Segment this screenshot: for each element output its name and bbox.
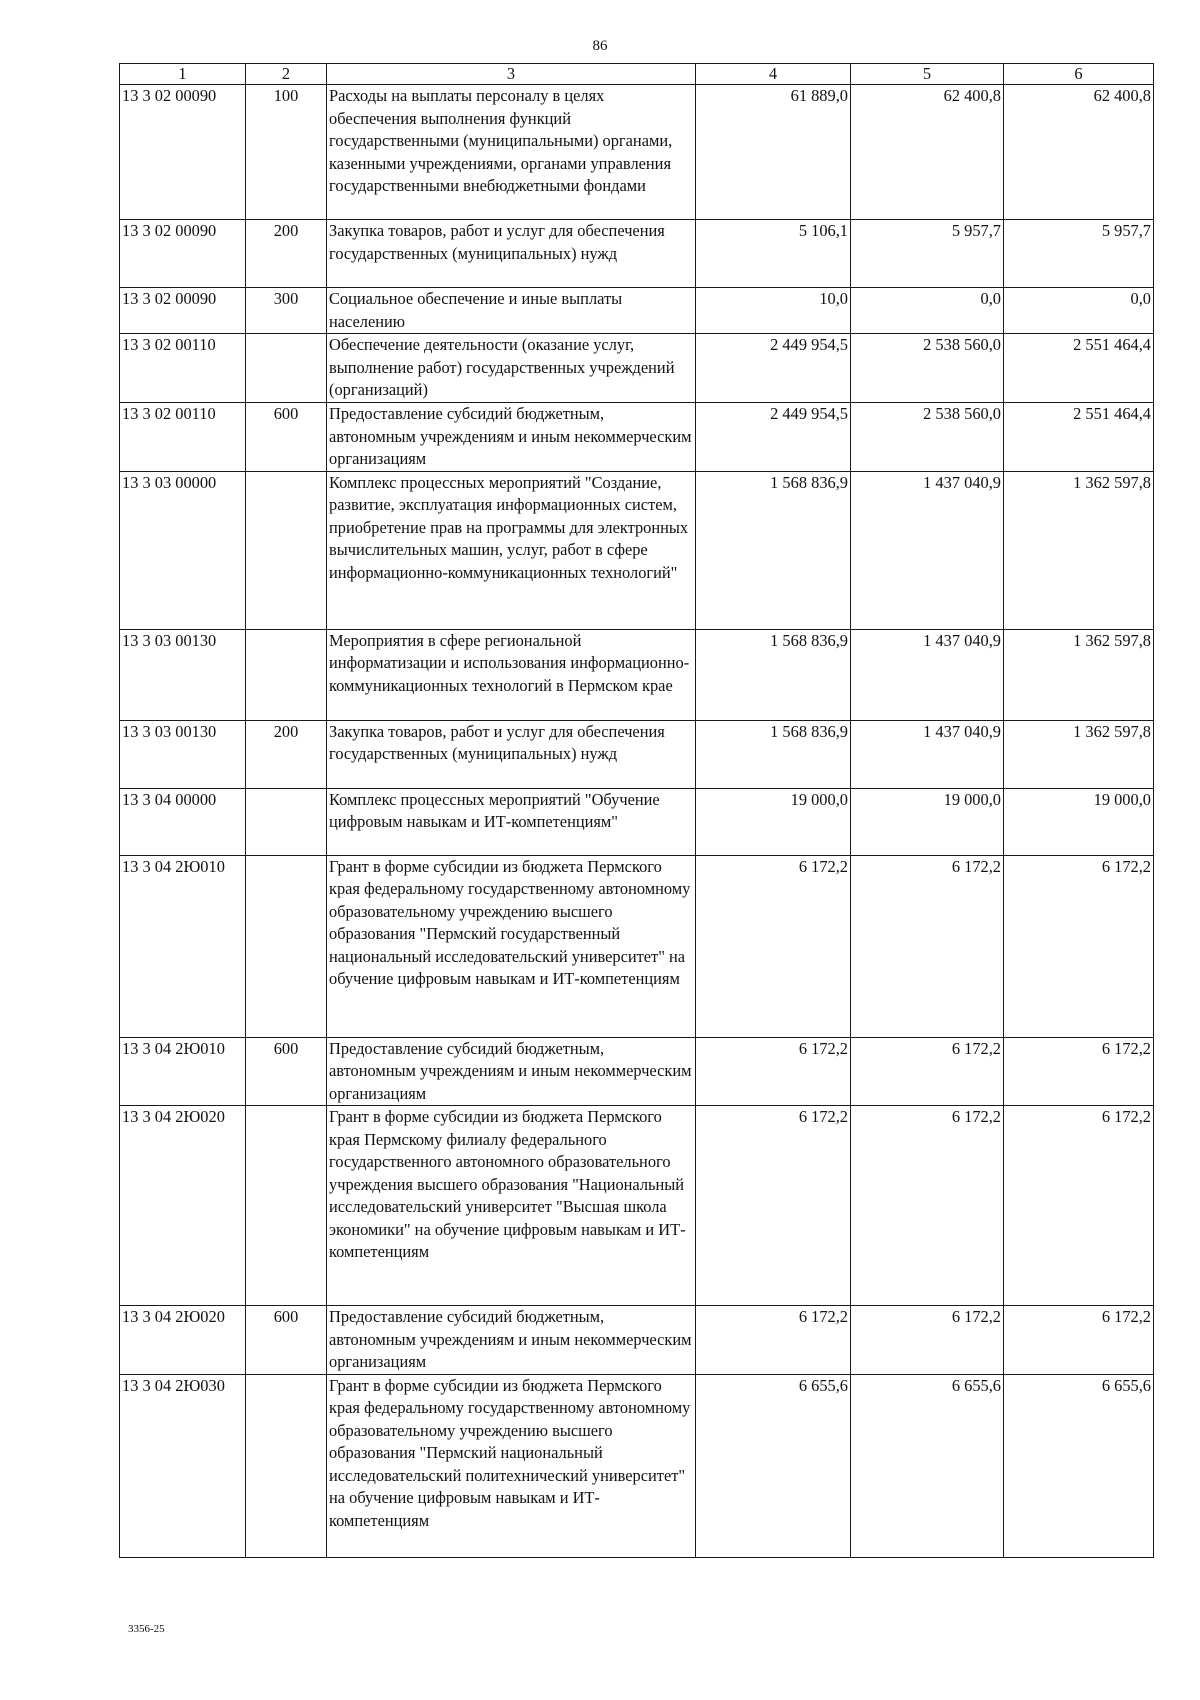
cell-value-col4: 61 889,0 — [696, 85, 851, 220]
cell-item-name: Грант в форме субсидии из бюджета Пермского края Пермскому филиалу федерального государственного автономного образовательного учреждения высшего образования "Национальный исследовательский университет "Высшая школа экономики" на обучение цифровым навыкам и ИТ-компетенциям — [327, 1106, 696, 1306]
cell-value-col6: 6 172,2 — [1004, 1306, 1154, 1375]
cell-value-col5: 62 400,8 — [851, 85, 1004, 220]
table-row — [120, 1037, 1154, 1106]
column-header-3: 3 — [327, 64, 696, 85]
cell-expense-kind: 600 — [246, 403, 327, 472]
cell-value-col5: 5 957,7 — [851, 220, 1004, 288]
cell-value-col4: 1 568 836,9 — [696, 471, 851, 629]
table-row — [120, 288, 1154, 334]
cell-value-col5: 1 437 040,9 — [851, 720, 1004, 788]
cell-item-name: Социальное обеспечение и иные выплаты населению — [327, 288, 696, 334]
cell-expense-kind: 600 — [246, 1306, 327, 1375]
cell-value-col4: 6 172,2 — [696, 855, 851, 1037]
column-header-1: 1 — [120, 64, 246, 85]
cell-expense-kind — [246, 788, 327, 855]
table-row — [120, 471, 1154, 629]
table-row — [120, 403, 1154, 472]
cell-value-col4: 2 449 954,5 — [696, 403, 851, 472]
cell-value-col4: 10,0 — [696, 288, 851, 334]
document-footer-code: 3356-25 — [128, 1623, 165, 1635]
cell-target-code: 13 3 04 2Ю020 — [120, 1106, 246, 1306]
cell-expense-kind — [246, 471, 327, 629]
cell-value-col6: 0,0 — [1004, 288, 1154, 334]
cell-value-col5: 1 437 040,9 — [851, 629, 1004, 720]
cell-value-col4: 6 172,2 — [696, 1106, 851, 1306]
cell-expense-kind: 100 — [246, 85, 327, 220]
cell-value-col6: 2 551 464,4 — [1004, 403, 1154, 472]
cell-expense-kind: 200 — [246, 220, 327, 288]
cell-value-col4: 2 449 954,5 — [696, 334, 851, 403]
cell-value-col6: 6 172,2 — [1004, 1106, 1154, 1306]
table-row — [120, 334, 1154, 403]
cell-item-name: Предоставление субсидий бюджетным, автономным учреждениям и иным некоммерческим организациям — [327, 1037, 696, 1106]
cell-expense-kind — [246, 629, 327, 720]
cell-expense-kind: 200 — [246, 720, 327, 788]
cell-target-code: 13 3 04 00000 — [120, 788, 246, 855]
cell-item-name: Комплекс процессных мероприятий "Обучение цифровым навыкам и ИТ-компетенциям" — [327, 788, 696, 855]
column-header-4: 4 — [696, 64, 851, 85]
cell-value-col4: 6 172,2 — [696, 1306, 851, 1375]
cell-target-code: 13 3 04 2Ю030 — [120, 1374, 246, 1557]
cell-value-col4: 1 568 836,9 — [696, 629, 851, 720]
table-row — [120, 1374, 1154, 1557]
table-header-row — [120, 64, 1154, 85]
column-header-2: 2 — [246, 64, 327, 85]
cell-value-col5: 6 172,2 — [851, 1037, 1004, 1106]
cell-value-col6: 1 362 597,8 — [1004, 720, 1154, 788]
cell-item-name: Грант в форме субсидии из бюджета Пермского края федеральному государственному автономному образовательному учреждению высшего образования "Пермский государственный национальный исследовательский университет" на обучение цифровым навыкам и ИТ-компетенциям — [327, 855, 696, 1037]
cell-target-code: 13 3 02 00110 — [120, 403, 246, 472]
cell-target-code: 13 3 02 00110 — [120, 334, 246, 403]
cell-value-col6: 2 551 464,4 — [1004, 334, 1154, 403]
cell-target-code: 13 3 02 00090 — [120, 85, 246, 220]
table-row — [120, 1306, 1154, 1375]
cell-item-name: Предоставление субсидий бюджетным, автономным учреждениям и иным некоммерческим организациям — [327, 1306, 696, 1375]
table-row — [120, 788, 1154, 855]
cell-value-col6: 6 172,2 — [1004, 1037, 1154, 1106]
cell-value-col5: 2 538 560,0 — [851, 334, 1004, 403]
cell-value-col5: 1 437 040,9 — [851, 471, 1004, 629]
cell-item-name: Предоставление субсидий бюджетным, автономным учреждениям и иным некоммерческим организациям — [327, 403, 696, 472]
cell-item-name: Закупка товаров, работ и услуг для обеспечения государственных (муниципальных) нужд — [327, 220, 696, 288]
cell-expense-kind — [246, 855, 327, 1037]
cell-item-name: Расходы на выплаты персоналу в целях обеспечения выполнения функций государственными (муниципальными) органами, казенными учреждениями, органами управления государственными внебюджетными фондами — [327, 85, 696, 220]
cell-item-name: Мероприятия в сфере региональной информатизации и использования информационно-коммуникационных технологий в Пермском крае — [327, 629, 696, 720]
cell-target-code: 13 3 03 00130 — [120, 629, 246, 720]
cell-expense-kind — [246, 334, 327, 403]
cell-value-col6: 1 362 597,8 — [1004, 629, 1154, 720]
cell-value-col6: 19 000,0 — [1004, 788, 1154, 855]
column-header-5: 5 — [851, 64, 1004, 85]
table-row — [120, 220, 1154, 288]
cell-value-col4: 6 172,2 — [696, 1037, 851, 1106]
cell-item-name: Комплекс процессных мероприятий "Создание, развитие, эксплуатация информационных систем, приобретение прав на программы для электронных вычислительных машин, услуг, работ в сфере информационно-коммуникационных технологий" — [327, 471, 696, 629]
cell-value-col6: 62 400,8 — [1004, 85, 1154, 220]
table-row — [120, 855, 1154, 1037]
cell-expense-kind: 600 — [246, 1037, 327, 1106]
table-row — [120, 1106, 1154, 1306]
cell-value-col5: 6 172,2 — [851, 1306, 1004, 1375]
cell-target-code: 13 3 03 00130 — [120, 720, 246, 788]
cell-value-col5: 6 172,2 — [851, 1106, 1004, 1306]
table-row — [120, 629, 1154, 720]
page-number: 86 — [592, 38, 608, 54]
cell-value-col4: 5 106,1 — [696, 220, 851, 288]
cell-value-col5: 19 000,0 — [851, 788, 1004, 855]
cell-value-col6: 5 957,7 — [1004, 220, 1154, 288]
cell-target-code: 13 3 02 00090 — [120, 220, 246, 288]
cell-value-col5: 2 538 560,0 — [851, 403, 1004, 472]
cell-item-name: Грант в форме субсидии из бюджета Пермского края федеральному государственному автономному образовательному учреждению высшего образования "Пермский национальный исследовательский политехнический университет" на обучение цифровым навыкам и ИТ-компетенциям — [327, 1374, 696, 1557]
cell-target-code: 13 3 02 00090 — [120, 288, 246, 334]
cell-value-col4: 6 655,6 — [696, 1374, 851, 1557]
cell-item-name: Обеспечение деятельности (оказание услуг, выполнение работ) государственных учреждений (организаций) — [327, 334, 696, 403]
cell-target-code: 13 3 04 2Ю010 — [120, 1037, 246, 1106]
cell-value-col5: 6 655,6 — [851, 1374, 1004, 1557]
cell-value-col6: 6 655,6 — [1004, 1374, 1154, 1557]
cell-target-code: 13 3 04 2Ю020 — [120, 1306, 246, 1375]
cell-value-col5: 6 172,2 — [851, 855, 1004, 1037]
table-row — [120, 85, 1154, 220]
budget-table — [119, 63, 1154, 1558]
cell-target-code: 13 3 04 2Ю010 — [120, 855, 246, 1037]
cell-target-code: 13 3 03 00000 — [120, 471, 246, 629]
cell-expense-kind — [246, 1106, 327, 1306]
column-header-6: 6 — [1004, 64, 1154, 85]
cell-expense-kind — [246, 1374, 327, 1557]
cell-value-col6: 6 172,2 — [1004, 855, 1154, 1037]
cell-value-col6: 1 362 597,8 — [1004, 471, 1154, 629]
cell-expense-kind: 300 — [246, 288, 327, 334]
cell-value-col4: 1 568 836,9 — [696, 720, 851, 788]
cell-item-name: Закупка товаров, работ и услуг для обеспечения государственных (муниципальных) нужд — [327, 720, 696, 788]
table-row — [120, 720, 1154, 788]
cell-value-col4: 19 000,0 — [696, 788, 851, 855]
cell-value-col5: 0,0 — [851, 288, 1004, 334]
